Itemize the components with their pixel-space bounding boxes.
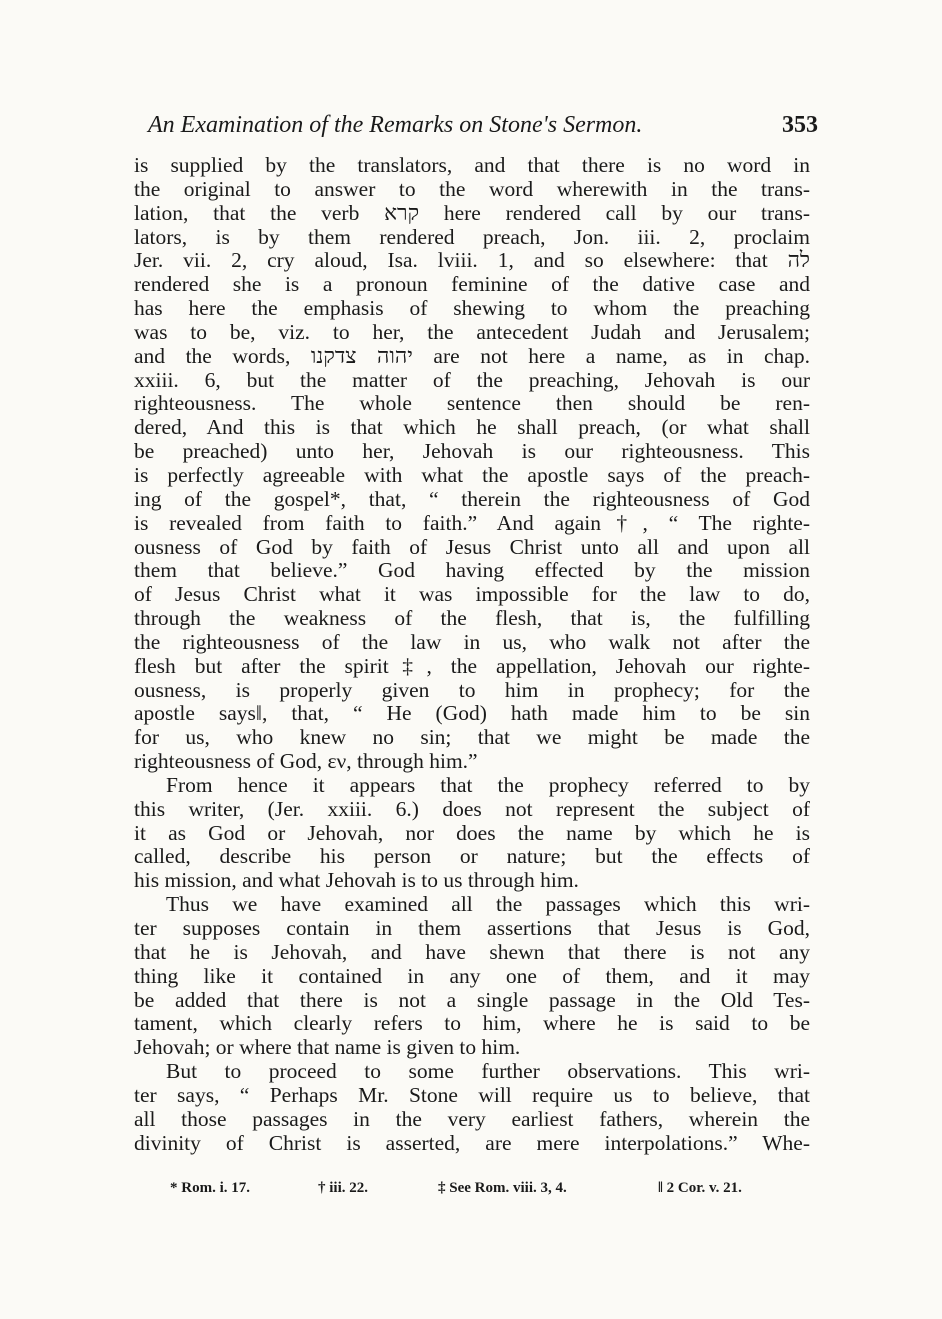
text-line: them that believe.” God having effected by the mission: [134, 559, 810, 583]
page-number: 353: [782, 112, 818, 138]
text-line: But to proceed to some further observations. This wri-: [166, 1060, 810, 1084]
text-line: tament, which clearly refers to him, where he is said to be: [134, 1012, 810, 1036]
text-line: is perfectly agreeable with what the apostle says of the preach-: [134, 463, 810, 487]
text-line: ter supposes contain in them assertions that Jesus is God,: [134, 917, 810, 940]
text-line: ousness, is properly given to him in prophecy; for the: [134, 678, 810, 702]
text-line: From hence it appears that the prophecy referred to by: [166, 773, 810, 797]
text-line: dered, And this is that which he shall preach, (or what shall: [134, 416, 810, 440]
text-line: that he is Jehovah, and have shewn that there is not any: [134, 940, 810, 964]
footnote: ‖ 2 Cor. v. 21.: [658, 1180, 742, 1196]
text-line: Thus we have examined all the passages which this wri-: [166, 893, 810, 917]
text-line: ing of the gospel*, that, “ therein the righteousness of God: [134, 487, 810, 511]
text-line: lators, is by them rendered preach, Jon. iii. 2, proclaim: [134, 225, 810, 249]
text-line: is revealed from faith to faith.” And again†, “ The righte-: [134, 511, 810, 535]
text-line: lation, that the verb קרא here rendered call by our trans-: [134, 201, 810, 225]
text-line: ousness of God by faith of Jesus Christ unto all and upon all: [134, 535, 810, 559]
text-line: it as God or Jehovah, nor does the name by which he is: [134, 821, 810, 845]
text-line: rendered she is a pronoun feminine of the dative case and: [134, 273, 810, 297]
text-line: Jehovah; or where that name is given to him.: [134, 1036, 521, 1060]
footnote: † iii. 22.: [318, 1180, 369, 1196]
text-line: and the words, יהוה צדקנו are not here a name, as in chap.: [134, 344, 810, 368]
running-header: [148, 112, 828, 146]
text-line: the righteousness of the law in us, who walk not after the: [134, 630, 810, 654]
text-line: is supplied by the translators, and that there is no word in: [134, 154, 810, 177]
text-line: ter says, “ Perhaps Mr. Stone will require us to believe, that: [134, 1083, 810, 1107]
text-line: apostle says‖, that, “ He (God) hath made him to be sin: [134, 702, 810, 726]
text-line: thing like it contained in any one of them, and it may: [134, 964, 810, 988]
body-text: [134, 154, 810, 1155]
text-line: be preached) unto her, Jehovah is our righteousness. This: [134, 440, 810, 464]
text-line: divinity of Christ is asserted, are mere interpolations.” Whe-: [134, 1131, 810, 1155]
text-line: flesh but after the spirit‡, the appellation, Jehovah our righte-: [134, 654, 810, 678]
text-line: righteousness of God, εν, through him.”: [134, 750, 478, 774]
text-line: his mission, and what Jehovah is to us through him.: [134, 869, 579, 893]
text-line: righteousness. The whole sentence then should be ren-: [134, 392, 810, 416]
text-line: for us, who knew no sin; that we might be made the: [134, 726, 810, 750]
text-line: the original to answer to the word wherewith in the trans-: [134, 177, 810, 201]
text-line: this writer, (Jer. xxiii. 6.) does not represent the subject of: [134, 797, 810, 821]
text-line: xxiii. 6, but the matter of the preaching, Jehovah is our: [134, 368, 810, 392]
text-line: of Jesus Christ what it was impossible for the law to do,: [134, 583, 810, 607]
text-line: be added that there is not a single passage in the Old Tes-: [134, 988, 810, 1012]
footnotes: [170, 1180, 810, 1206]
text-line: has here the emphasis of shewing to whom the preaching: [134, 297, 810, 321]
text-line: Jer. vii. 2, cry aloud, Isa. lviii. 1, and so elsewhere: that לה: [134, 249, 810, 273]
running-title: An Examination of the Remarks on Stone's Sermon.: [148, 112, 643, 138]
text-line: was to be, viz. to her, the antecedent Judah and Jerusalem;: [134, 320, 810, 344]
footnote: * Rom. i. 17.: [170, 1180, 250, 1196]
text-line: all those passages in the very earliest fathers, wherein the: [134, 1107, 810, 1131]
text-line: through the weakness of the flesh, that is, the fulfilling: [134, 607, 810, 631]
footnote: ‡ See Rom. viii. 3, 4.: [438, 1180, 567, 1196]
text-line: called, describe his person or nature; but the effects of: [134, 845, 810, 869]
